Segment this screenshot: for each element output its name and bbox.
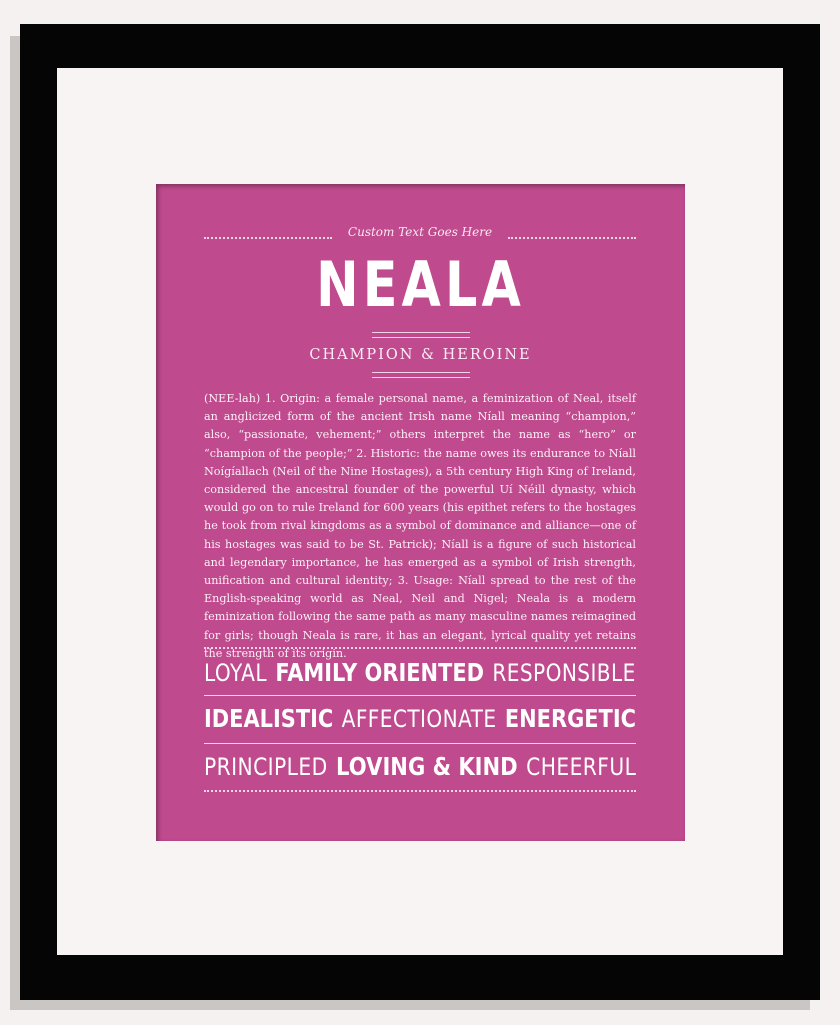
trait: AFFECTIONATE [341, 705, 497, 733]
trait: PRINCIPLED [204, 753, 328, 781]
trait: LOYAL [204, 659, 267, 687]
trait-row-2 [204, 704, 636, 738]
trait: RESPONSIBLE [492, 659, 636, 687]
trait-row-1 [204, 658, 636, 692]
custom-text-row [204, 225, 636, 245]
trait: ENERGETIC [504, 704, 636, 733]
custom-text: Custom Text Goes Here [347, 225, 493, 239]
dotted-divider-traits-bottom [204, 790, 636, 792]
trait-row-3 [204, 752, 636, 786]
divider-line [204, 743, 636, 744]
name-print [156, 184, 685, 841]
rule-lower-2 [372, 377, 470, 378]
rule-upper-2 [372, 337, 470, 338]
trait: LOVING & KIND [336, 752, 518, 781]
rule-lower-1 [372, 372, 470, 373]
rule-upper-1 [372, 332, 470, 333]
trait: CHEERFUL [526, 753, 637, 781]
name-meaning-subtitle: CHAMPION & HEROINE [309, 347, 532, 363]
trait: FAMILY ORIENTED [275, 658, 485, 687]
dotted-divider-traits-top [204, 647, 636, 649]
name-title: NEALA [316, 248, 525, 321]
dotted-divider-right [508, 237, 636, 239]
trait: IDEALISTIC [204, 704, 334, 733]
name-definition: (NEE-lah) 1. Origin: a female personal name, a feminization of Neal, itself an anglicized form of the ancient Irish name Níall meaning “champion,” also, “passionate, vehement;” others interpret the name as “hero” or “champion of the people;” 2. Historic: the name owes its endurance to Níall Noígíallach (Neil of the Nine Hostages), a 5th century High King of Ireland, considered the ancestral founder of the powerful Uí Néill dynasty, which would go on to rule Ireland for 600 years (his epithet refers to the hostages he took from rival kingdoms as a symbol of dominance and alliance—one of his hostages was said to be St. Patrick); Níall is a figure of such historical and legendary importance, he has emerged as a symbol of Irish strength, unification and cultural identity; 3. Usage: Níall spread to the rest of the English-speaking world as Neal, Neil and Nigel; Neala is a modern feminization following the same path as many masculine names reimagined for girls; though Neala is rare, it has an elegant, lyrical quality yet retains the strength of its origin. [204, 392, 636, 660]
divider-line [204, 695, 636, 696]
